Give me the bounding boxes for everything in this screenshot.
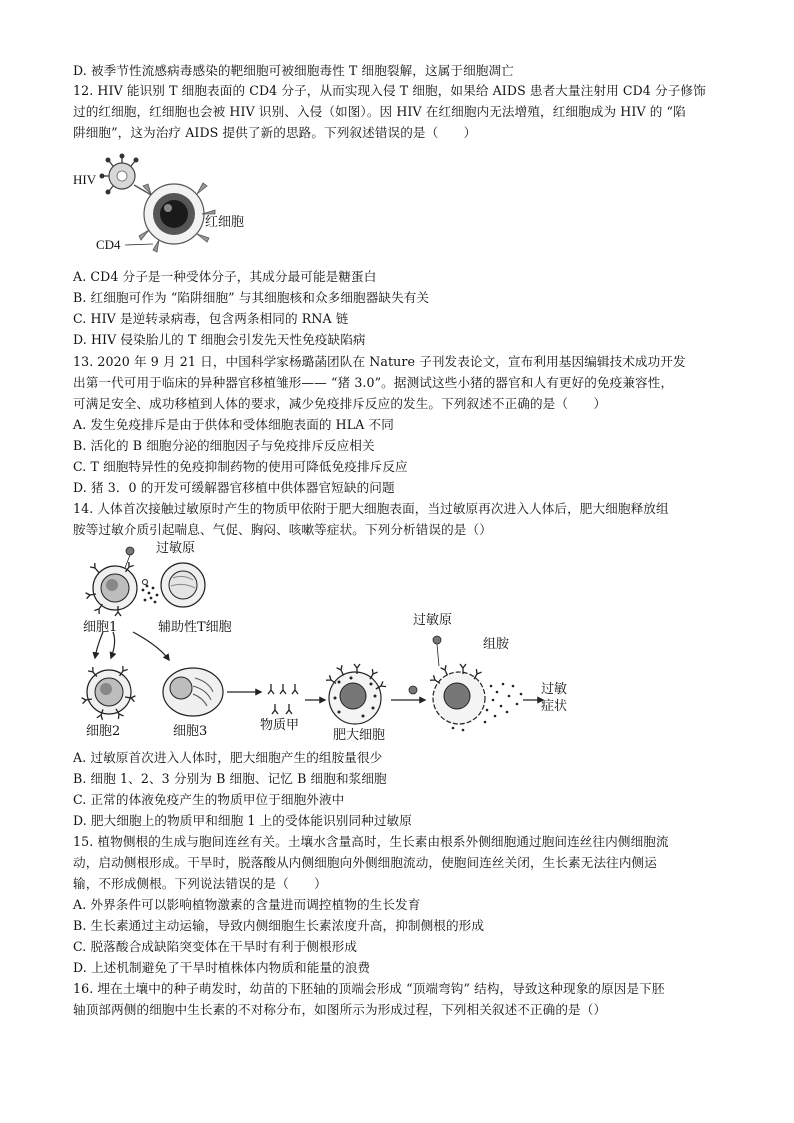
cell3-label: 细胞3 xyxy=(173,724,208,739)
option-d: D. HIV 侵染胎儿的 T 细胞会引发先天性免疫缺陷病 xyxy=(73,332,366,347)
allergy-figure xyxy=(73,540,593,745)
cd4-label: CD4 xyxy=(96,237,121,252)
option-d: D. 肥大细胞上的物质甲和细胞 1 上的受体能识别同种过敏原 xyxy=(73,813,412,828)
rbc-label: 红细胞 xyxy=(205,215,245,230)
text-line: 动，启动侧根形成。干旱时，脱落酸从内侧细胞向外侧细胞流动，使胞间连丝关闭，生长素无法往内侧运 xyxy=(73,855,657,870)
option-c: C. 正常的体液免疫产生的物质甲位于细胞外液中 xyxy=(73,792,345,807)
option-b: B. 生长素通过主动运输，导致内侧细胞生长素浓度升高，抑制侧根的形成 xyxy=(73,918,485,933)
cell2-label: 细胞2 xyxy=(86,724,121,739)
option-b: B. 细胞 1、2、3 分别为 B 细胞、记忆 B 细胞和浆细胞 xyxy=(73,771,387,786)
text-line: 可满足安全、成功移植到人体的要求，减少免疫排斥反应的发生。下列叙述不正确的是（ ） xyxy=(73,396,607,411)
text-line: 胺等过敏介质引起喘息、气促、胸闷、咳嗽等症状。下列分析错误的是（） xyxy=(73,522,492,537)
allergen-label-2: 过敏原 xyxy=(413,613,453,628)
option-a: A. CD4 分子是一种受体分子，其成分最可能是糖蛋白 xyxy=(73,269,377,284)
histamine-label: 组胺 xyxy=(483,637,510,652)
option-b: B. 活化的 B 细胞分泌的细胞因子与免疫排斥反应相关 xyxy=(73,438,375,453)
symptom-label: 过敏 xyxy=(541,682,568,697)
text-line: 阱细胞”，这为治疗 AIDS 提供了新的思路。下列叙述错误的是（ ） xyxy=(73,125,477,140)
text-line: D. 被季节性流感病毒感染的靶细胞可被细胞毒性 T 细胞裂解，这属于细胞凋亡 xyxy=(73,63,514,78)
option-d: D. 猪 3．0 的开发可缓解器官移植中供体器官短缺的问题 xyxy=(73,480,395,495)
question-16-stem: 16. 埋在土壤中的种子萌发时，幼苗的下胚轴的顶端会形成 “顶端弯钩” 结构，导致这种现象的原因是下胚 xyxy=(73,981,665,996)
question-15-stem: 15. 植物侧根的生成与胞间连丝有关。土壤水含量高时，生长素由根系外侧细胞通过胞间连丝往内侧细胞流 xyxy=(73,834,669,849)
cell1-label: 细胞1 xyxy=(83,620,118,635)
helper-t-label: 辅助性T细胞 xyxy=(158,620,232,635)
option-c: C. 脱落酸合成缺陷突变体在干旱时有利于侧根形成 xyxy=(73,939,358,954)
text-line: 轴顶部两侧的细胞中生长素的不对称分布，如图所示为形成过程，下列相关叙述不正确的是（） xyxy=(73,1002,607,1017)
option-a: A. 外界条件可以影响植物激素的含量进而调控植物的生长发育 xyxy=(73,897,421,912)
question-14-stem: 14. 人体首次接触过敏原时产生的物质甲依附于肥大细胞表面，当过敏原再次进入人体后，肥大细胞释放组 xyxy=(73,501,669,516)
text-line: 出第一代可用于临床的异种器官移植雏形—— “猪 3.0”。据测试这些小猪的器官和人有更好的免疫兼容性， xyxy=(73,375,674,390)
question-12-stem: 12. HIV 能识别 T 细胞表面的 CD4 分子，从而实现入侵 T 细胞，如果给 AIDS 患者大量注射用 CD4 分子修饰 xyxy=(73,83,706,98)
text-line: 过的红细胞，红细胞也会被 HIV 识别、入侵（如图）。因 HIV 在红细胞内无法增殖，红细胞成为 HIV 的 “陷 xyxy=(73,104,686,119)
question-13-stem: 13. 2020 年 9 月 21 日，中国科学家杨璐菡团队在 Nature 子刊发表论文，宣布利用基因编辑技术成功开发 xyxy=(73,354,686,369)
option-a: A. 过敏原首次进入人体时，肥大细胞产生的组胺量很少 xyxy=(73,750,383,765)
option-c: C. T 细胞特异性的免疫抑制药物的使用可降低免疫排斥反应 xyxy=(73,459,408,474)
hiv-label: HIV xyxy=(73,172,97,187)
option-b: B. 红细胞可作为 “陷阱细胞” 与其细胞核和众多细胞器缺失有关 xyxy=(73,290,430,305)
allergen-label: 过敏原 xyxy=(156,541,196,556)
symptom-label-2: 症状 xyxy=(541,699,568,714)
option-c: C. HIV 是逆转录病毒，包含两条相同的 RNA 链 xyxy=(73,311,349,326)
text-line: 输，不形成侧根。下列说法错误的是（ ） xyxy=(73,876,327,891)
option-d: D. 上述机制避免了干旱时植株体内物质和能量的浪费 xyxy=(73,960,371,975)
option-a: A. 发生免疫排斥是由于供体和受体细胞表面的 HLA 不同 xyxy=(73,417,394,432)
mast-cell-label: 肥大细胞 xyxy=(333,728,386,743)
substance-label: 物质甲 xyxy=(260,718,300,733)
